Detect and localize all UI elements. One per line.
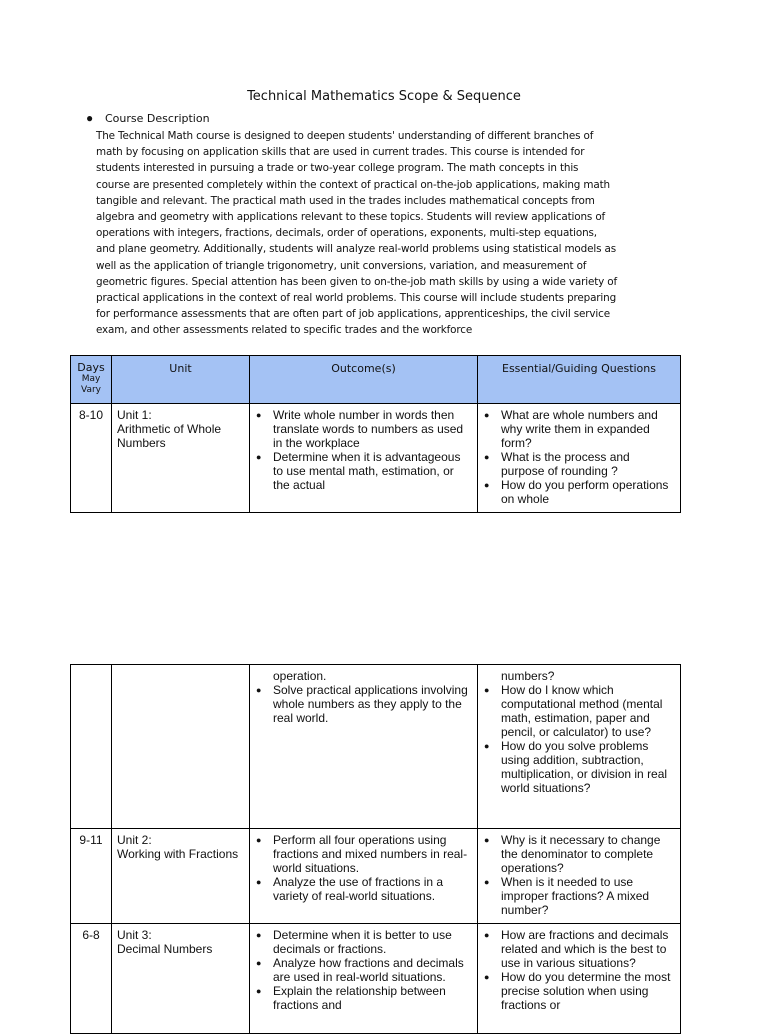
question-item: ● How do I know which computational method (mental math, estimation, paper and pencil, or calculator) to use? xyxy=(501,683,675,739)
question-item: ● What is the process and purpose of rounding ? xyxy=(501,450,675,478)
questions-cell xyxy=(478,665,681,829)
unit-name: Working with Fractions xyxy=(117,847,239,861)
unit-name: Arithmetic of Whole Numbers xyxy=(117,422,222,450)
unit-number: Unit 2: xyxy=(117,833,152,847)
outcome-item: ● Analyze how fractions and decimals are used in real-world situations. xyxy=(273,956,472,984)
outcome-item: ● Determine when it is better to use decimals or fractions. xyxy=(273,928,472,956)
days-cell: 8-10 xyxy=(71,404,112,513)
outcome-item: ● Analyze the use of fractions in a variety of real-world situations. xyxy=(273,875,472,903)
outcomes-cell xyxy=(250,924,478,1034)
outcomes-cell xyxy=(250,665,478,829)
unit-number: Unit 3: xyxy=(117,928,152,942)
days-header-label: Days xyxy=(77,361,105,374)
question-item: ● When is it needed to use improper fractions? A mixed number? xyxy=(501,875,675,917)
days-cell: 6-8 xyxy=(71,924,112,1034)
outcome-item: ● Write whole number in words then translate words to numbers as used in the workplace xyxy=(273,408,472,450)
table-header-row xyxy=(71,356,681,404)
days-cell xyxy=(71,665,112,829)
description-line: and plane geometry. Additionally, students will analyze real-world problems using statistical models as xyxy=(96,243,616,256)
questions-header: Essential/Guiding Questions xyxy=(478,356,681,404)
course-description-label: Course Description xyxy=(105,112,210,125)
days-header-sub1: May xyxy=(81,374,101,384)
days-cell: 9-11 xyxy=(71,829,112,924)
question-item: ● How do you solve problems using addition, subtraction, multiplication, or division in real world situations? xyxy=(501,739,675,795)
description-line: operations with integers, fractions, decimals, order of operations, exponents, multi-step equations, xyxy=(96,227,597,240)
question-continuation: numbers? xyxy=(501,669,555,683)
questions-cell xyxy=(478,924,681,1034)
days-header xyxy=(71,356,112,404)
table-row xyxy=(71,924,681,1034)
table-row xyxy=(71,404,681,513)
description-line: tangible and relevant. The practical math used in the trades includes mathematical concepts from xyxy=(96,194,595,207)
description-line: math by focusing on application skills that are used in current trades. This course is intended for xyxy=(96,146,585,159)
questions-cell xyxy=(478,829,681,924)
outcome-item: ● Explain the relationship between fractions and xyxy=(273,984,472,1012)
unit-cell xyxy=(112,924,250,1034)
outcome-item: ● Determine when it is advantageous to use mental math, estimation, or the actual xyxy=(273,450,472,492)
course-description-text xyxy=(96,128,706,339)
unit-number: Unit 1: xyxy=(117,408,152,422)
description-line: course are presented completely within the context of practical on-the-job applications, making math xyxy=(96,178,610,191)
unit-header: Unit xyxy=(112,356,250,404)
question-item: ● How are fractions and decimals related and which is the best to use in various situations? xyxy=(501,928,675,970)
outcomes-cell xyxy=(250,829,478,924)
unit-cell xyxy=(112,404,250,513)
unit-cell xyxy=(112,829,250,924)
question-item: ● How do you determine the most precise solution when using fractions or xyxy=(501,970,675,1012)
question-item: ● How do you perform operations on whole xyxy=(501,478,675,506)
scope-table-page2 xyxy=(70,664,681,1034)
description-line: The Technical Math course is designed to deepen students' understanding of different branches of xyxy=(96,130,594,142)
description-line: geometric figures. Special attention has been given to on-the-job math skills by using a wide variety of xyxy=(96,275,617,288)
description-line: exam, and other assessments related to specific trades and the workforce xyxy=(96,324,473,337)
outcome-item: ● Perform all four operations using fractions and mixed numbers in real-world situations. xyxy=(273,833,472,875)
days-header-sub2: Vary xyxy=(81,385,101,395)
outcomes-cell xyxy=(250,404,478,513)
question-item: ● Why is it necessary to change the denominator to complete operations? xyxy=(501,833,675,875)
description-line: algebra and geometry with applications relevant to these topics. Students will review applications of xyxy=(96,211,606,224)
scope-table-page1 xyxy=(70,355,681,513)
description-line: for performance assessments that are often part of job applications, apprenticeships, the civil service xyxy=(96,308,610,321)
bullet-icon: ● xyxy=(86,111,94,125)
questions-cell xyxy=(478,404,681,513)
outcome-item: ● Solve practical applications involving whole numbers as they apply to the real world. xyxy=(273,683,472,725)
outcome-continuation: operation. xyxy=(273,669,327,683)
description-line: well as the application of triangle trigonometry, unit conversions, variation, and measurement of xyxy=(96,259,587,272)
table-row xyxy=(71,665,681,829)
description-line: students interested in pursuing a trade or two-year college program. The math concepts in this xyxy=(96,162,579,175)
description-line: practical applications in the context of real world problems. This course will include students preparing xyxy=(96,292,617,305)
question-item: ● What are whole numbers and why write them in expanded form? xyxy=(501,408,675,450)
outcomes-header: Outcome(s) xyxy=(250,356,478,404)
document-title: Technical Mathematics Scope & Sequence xyxy=(247,89,521,104)
unit-cell xyxy=(112,665,250,829)
unit-name: Decimal Numbers xyxy=(117,942,213,956)
table-row xyxy=(71,829,681,924)
